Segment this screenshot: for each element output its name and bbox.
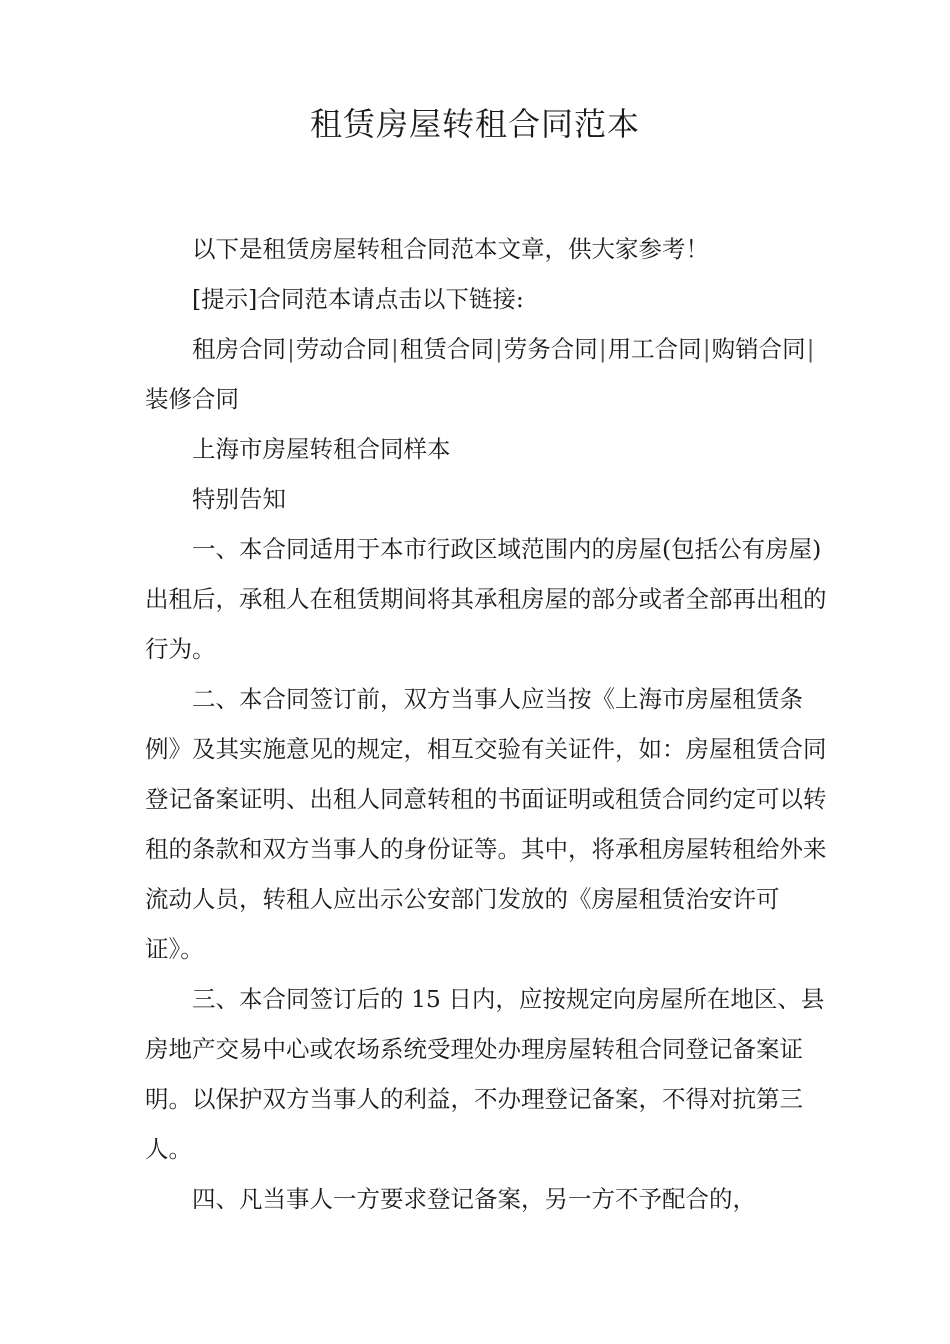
clause-4: 四、凡当事人一方要求登记备案，另一方不予配合的， <box>192 1185 756 1213</box>
link-separator: | <box>390 335 399 363</box>
link-sales-contract[interactable]: 购销合同 <box>711 335 806 363</box>
link-separator: | <box>287 335 295 363</box>
link-rent-contract[interactable]: 租房合同 <box>192 335 286 363</box>
document-subtitle: 上海市房屋转租合同样本 <box>192 435 451 463</box>
clause-1: 一、本合同适用于本市行政区域范围内的房屋(包括公有房屋)出租后，承租人在租赁期间将其承租房屋的部分或者全部再出租的行为。 <box>145 535 827 663</box>
notice-heading: 特别告知 <box>192 485 286 513</box>
clause-3: 三、本合同签订后的 15 日内，应按规定向房屋所在地区、县房地产交易中心或农场系统受理处办理房屋转租合同登记备案证明。以保护双方当事人的利益，不办理登记备案，不得对抗第三人。 <box>145 985 825 1163</box>
clause-2: 二、本合同签订前，双方当事人应当按《上海市房屋租赁条例》及其实施意见的规定，相互交验有关证件，如：房屋租赁合同登记备案证明、出租人同意转租的书面证明或租赁合同约定可以转租的条款和双方当事人的身份证等。其中，将承租房屋转租给外来流动人员，转租人应出示公安部门发放的《房屋租赁治安许可证》。 <box>145 685 827 963</box>
hint-paragraph: [提示]合同范本请点击以下链接: <box>192 285 524 313</box>
link-service-contract[interactable]: 劳务合同 <box>503 335 598 363</box>
link-labor-contract[interactable]: 劳动合同 <box>295 335 390 363</box>
link-employment-contract[interactable]: 用工合同 <box>607 335 702 363</box>
document-title: 租赁房屋转租合同范本 <box>309 105 640 143</box>
link-separator: | <box>702 335 711 363</box>
link-separator: | <box>598 335 607 363</box>
link-separator: | <box>806 335 815 363</box>
contract-links <box>145 324 835 424</box>
link-separator: | <box>494 335 503 363</box>
link-renovation-contract[interactable]: 装修合同 <box>145 385 239 413</box>
document-body <box>145 224 835 1224</box>
intro-paragraph: 以下是租赁房屋转租合同范本文章，供大家参考！ <box>192 235 709 263</box>
link-lease-contract[interactable]: 租赁合同 <box>399 335 494 363</box>
